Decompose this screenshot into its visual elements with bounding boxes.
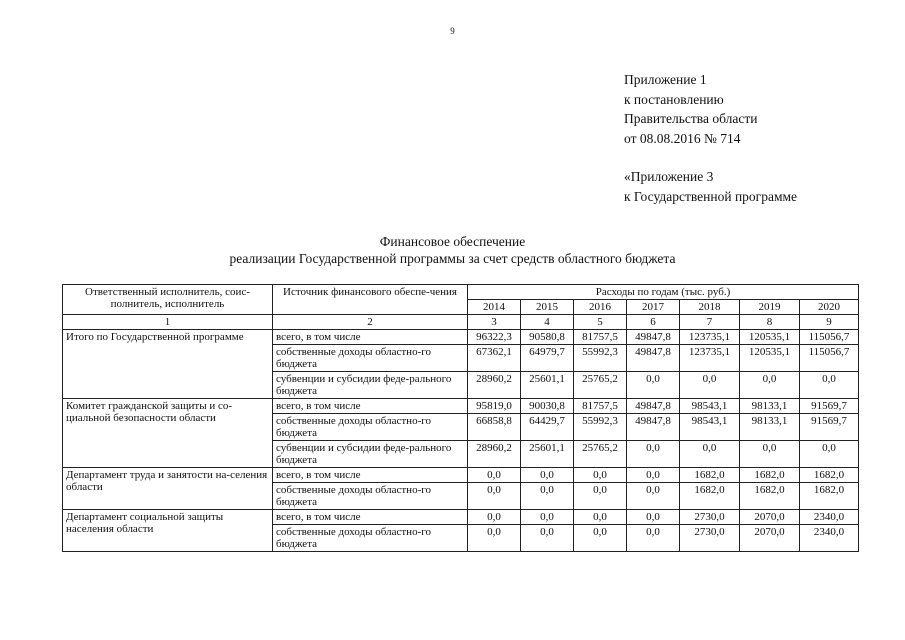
- appendix-line: «Приложение 3: [624, 169, 714, 184]
- table-row: [63, 399, 859, 414]
- header-year: 2019: [740, 300, 800, 315]
- executor-cell: Комитет гражданской защиты и со-циальной безопасности области: [63, 399, 273, 468]
- value-cell: 2070,0: [740, 510, 800, 525]
- source-cell: субвенции и субсидии феде-рального бюджета: [273, 372, 468, 399]
- value-cell: 90580,8: [521, 330, 574, 345]
- document-title: [0, 233, 905, 267]
- value-cell: 98543,1: [680, 399, 740, 414]
- value-cell: 81757,5: [574, 399, 627, 414]
- column-index: 4: [521, 315, 574, 330]
- value-cell: 0,0: [468, 483, 521, 510]
- value-cell: 1682,0: [740, 483, 800, 510]
- column-index: 9: [800, 315, 859, 330]
- title-line: реализации Государственной программы за счет средств областного бюджета: [229, 251, 676, 266]
- value-cell: 0,0: [680, 372, 740, 399]
- value-cell: 55992,3: [574, 345, 627, 372]
- column-index: 1: [63, 315, 273, 330]
- table-row: [63, 330, 859, 345]
- value-cell: 123735,1: [680, 345, 740, 372]
- value-cell: 25765,2: [574, 372, 627, 399]
- column-index-row: [63, 315, 859, 330]
- appendix-line: Правительства области: [624, 111, 758, 126]
- appendix-line: к Государственной программе: [624, 188, 798, 204]
- value-cell: 0,0: [574, 483, 627, 510]
- value-cell: 0,0: [627, 525, 680, 552]
- value-cell: 90030,8: [521, 399, 574, 414]
- column-index: 6: [627, 315, 680, 330]
- value-cell: 91569,7: [800, 399, 859, 414]
- value-cell: 0,0: [627, 372, 680, 399]
- value-cell: 0,0: [521, 525, 574, 552]
- value-cell: 0,0: [740, 441, 800, 468]
- source-cell: всего, в том числе: [273, 468, 468, 483]
- value-cell: 0,0: [800, 372, 859, 399]
- value-cell: 2340,0: [800, 510, 859, 525]
- value-cell: 96322,3: [468, 330, 521, 345]
- value-cell: 0,0: [574, 468, 627, 483]
- table-header: [63, 285, 859, 315]
- value-cell: 0,0: [627, 510, 680, 525]
- value-cell: 115056,7: [800, 330, 859, 345]
- column-index: 3: [468, 315, 521, 330]
- value-cell: 66858,8: [468, 414, 521, 441]
- header-expenses: Расходы по годам (тыс. руб.): [468, 285, 859, 300]
- table-row: [63, 510, 859, 525]
- value-cell: 49847,8: [627, 345, 680, 372]
- value-cell: 1682,0: [680, 483, 740, 510]
- executor-cell: Итого по Государственной программе: [63, 330, 273, 399]
- header-executor: Ответственный исполнитель, соис-полнитель, исполнитель: [63, 285, 273, 315]
- value-cell: 91569,7: [800, 414, 859, 441]
- column-index: 5: [574, 315, 627, 330]
- appendix-line: Приложение 1: [624, 72, 707, 87]
- header-year: 2018: [680, 300, 740, 315]
- appendix-line: к постановлению: [624, 91, 724, 107]
- value-cell: 95819,0: [468, 399, 521, 414]
- value-cell: 0,0: [521, 483, 574, 510]
- source-cell: собственные доходы областно-го бюджета: [273, 525, 468, 552]
- executor-cell: Департамент социальной защиты населения области: [63, 510, 273, 552]
- value-cell: 25601,1: [521, 372, 574, 399]
- value-cell: 115056,7: [800, 345, 859, 372]
- finance-table: [62, 284, 859, 552]
- value-cell: 98133,1: [740, 399, 800, 414]
- value-cell: 0,0: [740, 372, 800, 399]
- value-cell: 28960,2: [468, 372, 521, 399]
- value-cell: 123735,1: [680, 330, 740, 345]
- page-number: 9: [450, 26, 455, 36]
- value-cell: 1682,0: [800, 468, 859, 483]
- executor-cell: Департамент труда и занятости на-селения области: [63, 468, 273, 510]
- source-cell: собственные доходы областно-го бюджета: [273, 414, 468, 441]
- value-cell: 25601,1: [521, 441, 574, 468]
- source-cell: собственные доходы областно-го бюджета: [273, 345, 468, 372]
- title-line: Финансовое обеспечение: [379, 234, 526, 249]
- value-cell: 0,0: [627, 468, 680, 483]
- value-cell: 0,0: [627, 483, 680, 510]
- header-year: 2017: [627, 300, 680, 315]
- value-cell: 64429,7: [521, 414, 574, 441]
- column-index: 7: [680, 315, 740, 330]
- value-cell: 98543,1: [680, 414, 740, 441]
- value-cell: 0,0: [468, 525, 521, 552]
- source-cell: собственные доходы областно-го бюджета: [273, 483, 468, 510]
- value-cell: 98133,1: [740, 414, 800, 441]
- table-row: [63, 468, 859, 483]
- value-cell: 49847,8: [627, 330, 680, 345]
- value-cell: 64979,7: [521, 345, 574, 372]
- value-cell: 120535,1: [740, 330, 800, 345]
- value-cell: 0,0: [574, 525, 627, 552]
- column-index: 2: [273, 315, 468, 330]
- value-cell: 55992,3: [574, 414, 627, 441]
- value-cell: 1682,0: [740, 468, 800, 483]
- value-cell: 0,0: [521, 468, 574, 483]
- header-year: 2020: [800, 300, 859, 315]
- source-cell: всего, в том числе: [273, 510, 468, 525]
- source-cell: всего, в том числе: [273, 399, 468, 414]
- appendix-block: [624, 70, 797, 206]
- header-year: 2015: [521, 300, 574, 315]
- value-cell: 49847,8: [627, 399, 680, 414]
- value-cell: 0,0: [574, 510, 627, 525]
- appendix-line: от 08.08.2016 № 714: [624, 130, 741, 146]
- column-index: 8: [740, 315, 800, 330]
- value-cell: 0,0: [627, 441, 680, 468]
- value-cell: 1682,0: [800, 483, 859, 510]
- value-cell: 67362,1: [468, 345, 521, 372]
- table-body: [63, 315, 859, 552]
- value-cell: 2730,0: [680, 525, 740, 552]
- value-cell: 0,0: [468, 510, 521, 525]
- value-cell: 2340,0: [800, 525, 859, 552]
- value-cell: 2730,0: [680, 510, 740, 525]
- value-cell: 25765,2: [574, 441, 627, 468]
- value-cell: 0,0: [521, 510, 574, 525]
- source-cell: всего, в том числе: [273, 330, 468, 345]
- value-cell: 81757,5: [574, 330, 627, 345]
- value-cell: 120535,1: [740, 345, 800, 372]
- value-cell: 28960,2: [468, 441, 521, 468]
- value-cell: 0,0: [680, 441, 740, 468]
- value-cell: 2070,0: [740, 525, 800, 552]
- value-cell: 0,0: [800, 441, 859, 468]
- value-cell: 49847,8: [627, 414, 680, 441]
- header-source: Источник финансового обеспе-чения: [273, 285, 468, 315]
- value-cell: 0,0: [468, 468, 521, 483]
- header-year: 2016: [574, 300, 627, 315]
- value-cell: 1682,0: [680, 468, 740, 483]
- source-cell: субвенции и субсидии феде-рального бюджета: [273, 441, 468, 468]
- header-year: 2014: [468, 300, 521, 315]
